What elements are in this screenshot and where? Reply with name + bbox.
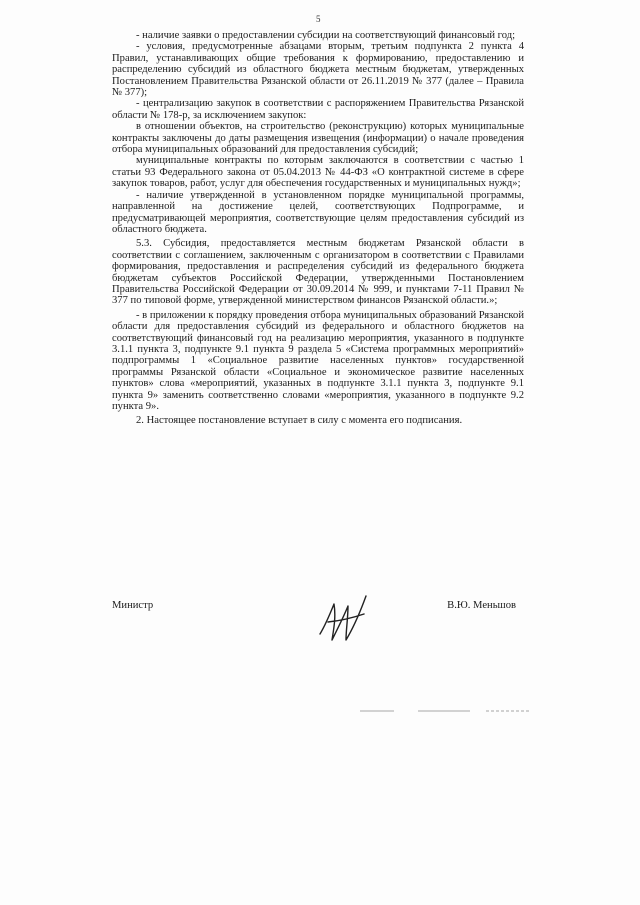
paragraph-municipal-contracts: муниципальные контракты по которым заключаются в соответствии с частью 1 статьи 93 Федерального закона от 05.04.2013 № 44-ФЗ «О контрактной системе в сфере закупок товаров, работ, услуг для обеспечения государственных и муниципальных нужд»; — [112, 155, 524, 190]
paragraph-5-3: 5.3. Субсидия, предоставляется местным бюджетам Рязанской области в соответствии с соглашением, заключенным с организатором в соответствии с Правилами формирования, предоставления и распределения субсидий из федерального бюджета бюджетам субъектов Российской Федерации, утвержденными Постановлением Правительства Российской Федерации от 30.09.2014 № 999, и пунктами 7-11 Правил № 377 по типовой форме, утвержденной министерством финансов Рязанской области.»; — [112, 238, 524, 307]
signatory-name: В.Ю. Меньшов — [447, 600, 516, 611]
paragraph-construction-objects: в отношении объектов, на строительство (реконструкцию) которых муниципальные контракты заключены до даты размещения извещения (информации) о начале проведения отбора муниципальных образований для предоставления субсидий; — [112, 121, 524, 156]
signatory-position: Министр — [112, 600, 154, 611]
paragraph-procurement: - централизацию закупок в соответствии с распоряжением Правительства Рязанской области № 178-р, за исключением закупок: — [112, 98, 524, 121]
scan-artifact-lines — [360, 708, 530, 714]
page-number: 5 — [316, 14, 321, 24]
paragraph-conditions: - условия, предусмотренные абзацами вторым, третьим подпункта 2 пункта 4 Правил, устанавливающих общие требования к формированию, предоставлению и распределению субсидий из областного бюджета местным бюджетам, утвержденных Постановлением Правительства Рязанской области от 26.11.2019 № 377 (далее – Правила № 377); — [112, 41, 524, 99]
paragraph-appendix: - в приложении к порядку проведения отбора муниципальных образований Рязанской области для предоставления субсидий из федерального и областного бюджетов на соответствующий финансовый год на реализацию мероприятия, указанного в подпункте 3.1.1 пункта 3, подпункте 9.1 пункта 9 раздела 5 «Система программных мероприятий» подпрограммы 1 «Социальное развитие населенных пунктов» государственной программы Рязанской области «Социальное и экономическое развитие населенных пунктов» слова «мероприятий, указанных в подпункте 3.1.1 пункта 3, подпункте 9.1 пункта 9» заменить соответственно словами «мероприятия, указанного в подпункте 9.2 пункта 9». — [112, 309, 524, 412]
paragraph-municipal-program: - наличие утвержденной в установленном порядке муниципальной программы, направленной на достижение целей, соответствующих Подпрограмме, и предусматривающей мероприятия, соответствующие целям предоставления субсидий из областного бюджета. — [112, 189, 524, 235]
handwritten-signature — [312, 588, 376, 648]
document-body — [112, 30, 524, 427]
paragraph-application: - наличие заявки о предоставлении субсидии на соответствующий финансовый год; — [136, 30, 516, 41]
signature-block — [112, 600, 524, 650]
paragraph-effective-date: 2. Настоящее постановление вступает в силу с момента его подписания. — [136, 415, 463, 427]
